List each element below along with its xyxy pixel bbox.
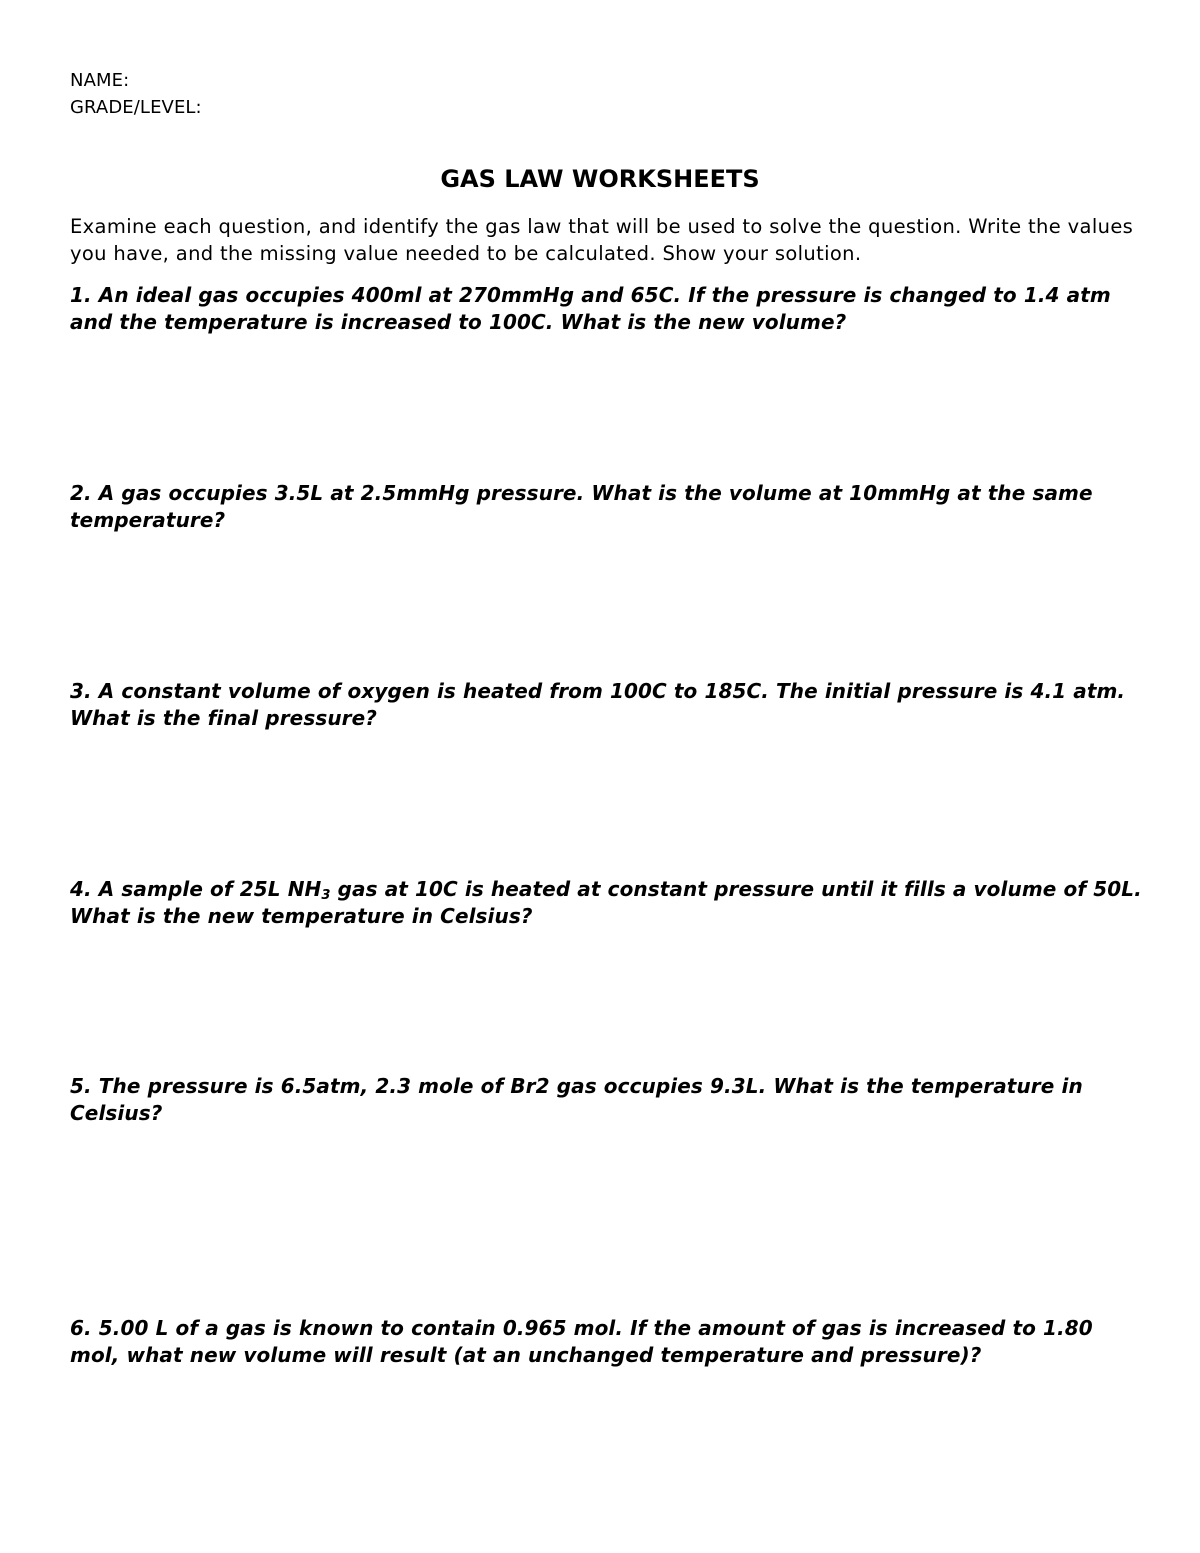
question-5: 5. The pressure is 6.5atm, 2.3 mole of Br2 gas occupies 9.3L. What is the temperature in Celsius? [70,1074,1083,1125]
question-4-text-start: 4. A sample of 25L NH [70,877,322,901]
question-2: 2. A gas occupies 3.5L at 2.5mmHg pressure. What is the volume at 10mmHg at the same temperature? [70,481,1093,532]
question-4-text-end: gas at 10C is heated at constant pressure until it fills a volume of 50L. What is the new temperature in Celsius? [70,877,1142,928]
grade-level-label: GRADE/LEVEL: [70,97,202,118]
instructions-paragraph: Examine each question, and identify the gas law that will be used to solve the question. Write the values you have, and the missing value needed to be calculated. Show your solution. [70,215,1134,265]
question-4-subscript: 3 [321,888,331,903]
worksheet-title: GAS LAW WORKSHEETS [440,165,760,193]
question-4 [70,876,1145,930]
question-1: 1. An ideal gas occupies 400ml at 270mmHg and 65C. If the pressure is changed to 1.4 atm and the temperature is increased to 100C. What is the new volume? [70,283,1111,334]
question-6: 6. 5.00 L of a gas is known to contain 0.965 mol. If the amount of gas is increased to 1.80 mol, what new volume will result (at an unchanged temperature and pressure)? [70,1316,1093,1367]
name-label: NAME: [70,70,130,91]
question-3: 3. A constant volume of oxygen is heated from 100C to 185C. The initial pressure is 4.1 atm. What is the final pressure? [70,679,1126,730]
